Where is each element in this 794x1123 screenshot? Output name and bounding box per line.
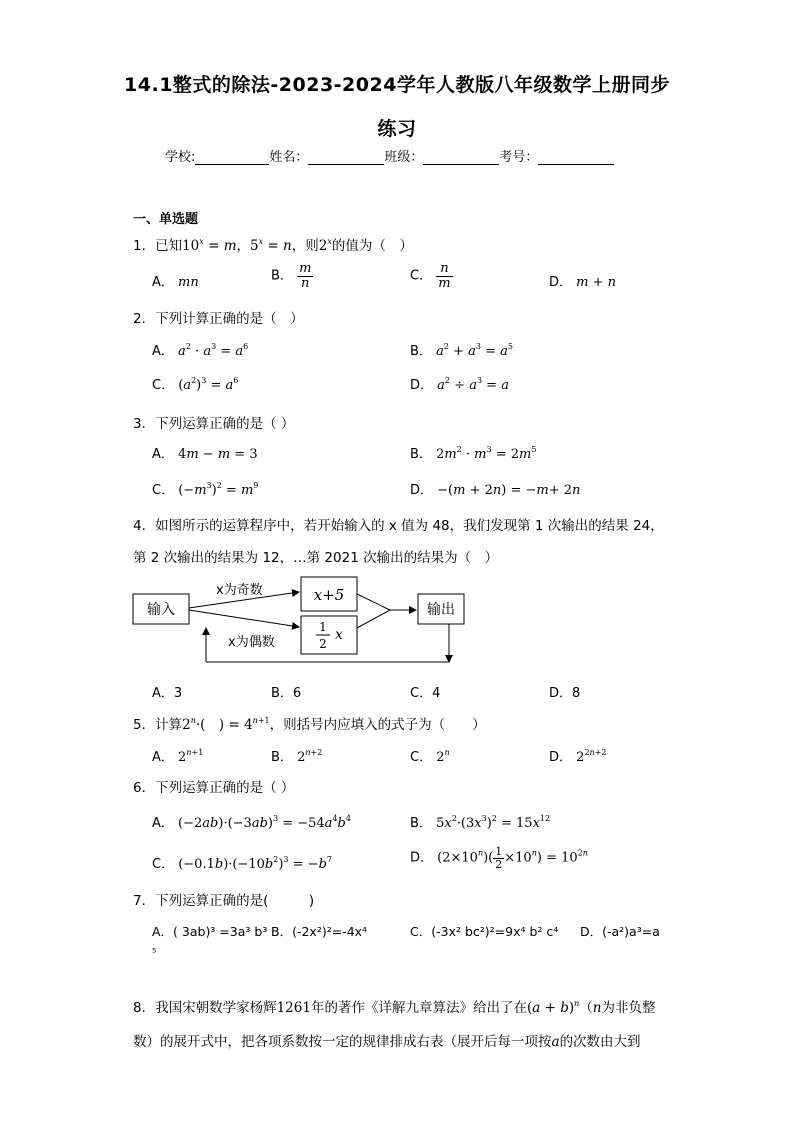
question-8-line1: 8．我国宋朝数学家杨辉1261年的著作《详解九章算法》给出了在$(a + b)^n(n$为非负整 [133, 999, 656, 1016]
q7-option-c[interactable]: C．(-3x² bc²)²=9x⁴ b² c⁴ [410, 924, 559, 939]
input-label: 输入 [147, 602, 175, 618]
q1-option-d[interactable]: D． m + n [549, 275, 617, 290]
half-numerator: 1 [319, 620, 327, 634]
question-4-line2: 第 2 次输出的结果为 12，…第 2021 次输出的结果为（ ） [133, 550, 499, 566]
exam-label: 考号： [499, 150, 539, 165]
question-6-stem: 6．下列运算正确的是（ ） [133, 780, 295, 796]
q1-option-c[interactable]: C． $\frac{n}{m}$ [410, 261, 451, 291]
q2-option-d[interactable]: D． $a^2 \div a^3 = a$ [410, 376, 509, 393]
q6-option-c[interactable]: C． $(-0.1b)\cdot(-10b^2)^3 = -b^7$ [152, 855, 332, 872]
q7-option-a[interactable]: A．( 3ab)³ =3a³ b³ [152, 924, 268, 939]
page-title-line2: 练习 [377, 118, 417, 140]
q4-option-c[interactable]: C．4 [410, 686, 441, 701]
q4-option-a[interactable]: A．3 [152, 686, 183, 701]
q3-option-a[interactable]: A． 4m − m = 3 [152, 447, 258, 462]
question-4-line1: 4．如图所示的运算程序中，若开始输入的 x 值为 48，我们发现第 1 次输出的结果 24， [133, 518, 664, 534]
q3-option-b[interactable]: B． $2m^2 \cdot m^3 = 2m^5$ [410, 445, 537, 462]
section-heading: 一、单选题 [133, 212, 199, 227]
q1-option-a[interactable]: A． mn [152, 275, 199, 290]
q4-flowchart [128, 570, 468, 670]
question-8-line2: 数）的展开式中，把各项系数按一定的规律排成右表（展开后每一项按a的次数由大到 [133, 1034, 641, 1050]
q6-option-d[interactable]: D． $(2\times 10^n)$( $\frac{1}{2}$ $\times 10^n) = 10^{2n}$ [410, 845, 588, 871]
name-label: 姓名： [269, 150, 309, 165]
school-field[interactable] [195, 150, 269, 165]
class-field[interactable] [423, 150, 499, 165]
q6-option-b[interactable]: B． $5x^2\cdot(3x^3)^2 = 15x^{12}$ [410, 814, 551, 831]
q7-option-d-wrap: ⁵ [152, 946, 157, 959]
question-2-stem: 2．下列计算正确的是（ ） [133, 311, 304, 327]
q2-option-a[interactable]: A． $a^2 \cdot a^3 = a^6$ [152, 342, 249, 359]
q6-option-a[interactable]: A． $(-2ab)\cdot(-3ab)^3 = -54a^4b^4$ [152, 814, 351, 831]
q2-option-c[interactable]: C． $(a^2)^3 = a^6$ [152, 376, 239, 393]
q1-option-b[interactable]: B． $\frac{m}{n}$ [271, 261, 312, 291]
plus-five-label: x+5 [313, 586, 345, 604]
half-denominator: 2 [319, 637, 327, 651]
q4-option-b[interactable]: B．6 [271, 686, 302, 701]
school-label: 学校: [165, 150, 196, 165]
page-title: 14.1整式的除法-2023-2024学年人教版八年级数学上册同步 [124, 74, 670, 96]
q7-option-b[interactable]: B．(-2x²)²=-4x⁴ [271, 924, 368, 939]
question-7-stem: 7．下列运算正确的是( ) [133, 893, 315, 909]
q5-option-a[interactable]: A． $2^{n+1}$ [152, 748, 204, 765]
q2-option-b[interactable]: B． $a^2 + a^3 = a^5$ [410, 342, 513, 359]
q3-option-d[interactable]: D． −(m + 2n) = −m+ 2n [410, 483, 581, 498]
output-label: 输出 [427, 602, 455, 618]
half-variable: x [335, 627, 343, 643]
q7-option-d[interactable]: D．(-a²)a³=a [580, 924, 660, 939]
question-3-stem: 3．下列运算正确的是（ ） [133, 416, 295, 432]
odd-label: x为奇数 [216, 583, 263, 598]
question-5-stem: 5．计算$2^n\cdot$( ) = $4^{n+1}$，则括号内应填入的式子为（ ） [133, 716, 486, 733]
q3-option-c[interactable]: C． $(-m^3)^2 = m^9$ [152, 481, 259, 498]
q5-option-c[interactable]: C． 2$^n$ [410, 748, 450, 765]
question-1-stem: 1．已知$10^x = m$，$5^x = n$，则2$^x$的值为（ ） [133, 237, 413, 254]
q5-option-b[interactable]: B． $2^{n+2}$ [271, 748, 323, 765]
q4-option-d[interactable]: D．8 [549, 686, 581, 701]
class-label: 班级： [384, 150, 424, 165]
student-info-row [165, 146, 614, 165]
q5-option-d[interactable]: D． $2^{2n+2}$ [549, 748, 607, 765]
name-field[interactable] [308, 150, 384, 165]
exam-number-field[interactable] [538, 150, 614, 165]
even-label: x为偶数 [228, 635, 275, 650]
